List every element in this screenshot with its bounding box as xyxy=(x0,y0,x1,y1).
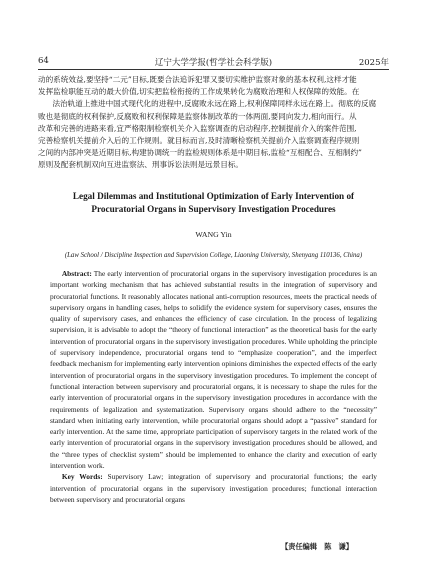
text-line: 之间的内部冲突是近期目标,构建协调统一的监检规则体系是中期目标,监检“互相配合、互相制约” xyxy=(38,148,362,158)
running-header xyxy=(38,56,389,70)
article-title: Legal Dilemmas and Institutional Optimization of Early Intervention of Procuratorial Organs in Supervisory Investigation Procedures xyxy=(72,191,355,214)
keywords-label: Key Words: xyxy=(61,472,103,482)
journal-year: 2025年 xyxy=(358,58,389,68)
author-affiliation: (Law School / Discipline Inspection and Supervision College, Liaoning University, Shenyang 110136, China) xyxy=(64,252,363,259)
text-line: 动的系统效益,要坚持“二元”目标,既要合法追诉犯罪又要切实维护监察对象的基本权利,这样才能 xyxy=(38,75,357,84)
responsible-editor: 【责任编辑 陈 谦】 xyxy=(281,542,353,551)
journal-name: 辽宁大学学报(哲学社会科学版) xyxy=(154,58,273,68)
text-line: 败也是彻底的权利保护,反腐败和权利保障是监察体制改革的一体两面,要同向发力,相向而行。从 xyxy=(38,111,357,121)
abstract-label: Abstract: xyxy=(61,269,92,278)
abstract-text: The early intervention of procuratorial organs in the supervisory investigation procedures is an important working mechanism that has achieved substantial results in the integration of supervisory and procuratorial functions. It reasonably allocates national anti-corruption resources, meets the practical needs of supervisory organs in handling cases, helps to solidify the evidence system for supervisory cases, ensures the quality of supervisory cases, and enhances the efficiency of case circulation. In the process of legalizing supervision, it is advisable to adopt the “theory of functional interaction” as the theoretical basis for the early intervention of procuratorial organs in the supervisory investigation procedures. While upholding the principle of supervisory independence, procuratorial organs tend to “emphasize cooperation”, and the imperfect feedback mechanism for implementing early intervention opinions diminishes the expected effects of the early intervention of procuratorial organs in the supervisory investigation procedures. To implement the concept of functional interaction between supervisory and procuratorial organs, it is necessary to shape the rules for the early intervention of procuratorial organs in the supervisory investigation procedures in accordance with the requirements of legalization and systematization. Supervisory organs should adhere to the “necessity” standard when initiating early intervention, while procuratorial organs should adopt a “passive” standard for early intervention. At the same time, appropriate participation of supervisory targets in the related work of the early intervention of procuratorial organs in the supervisory investigation procedures should be allowed, and the “three types of checklist system” should be implemented to enhance the clarity and execution of early intervention work. xyxy=(50,269,377,471)
chinese-conclusion-text xyxy=(38,74,389,172)
keywords-paragraph xyxy=(50,471,377,505)
keywords-text: Supervisory Law; integration of supervisory and procuratorial functions; the early intervention of procuratorial organs in the supervisory investigation procedures; functional interaction between supervisory and procuratorial organs xyxy=(50,472,377,504)
abstract-paragraph xyxy=(50,268,377,471)
page-number: 64 xyxy=(38,56,49,66)
text-line: 改革和完善的进路来看,宜严格限制检察机关介入监察调查的启动程序,控制提前介入的案件范围, xyxy=(38,123,357,133)
text-line: 发挥监检职能互动的最大价值,切实把监检衔接的工作成果转化为腐败治理和人权保障的效能。在 xyxy=(38,87,360,97)
abstract-section xyxy=(50,268,377,505)
text-line: 法治轨道上推进中国式现代化的进程中,反腐败永远在路上,权利保障同样永远在路上。彻底的反腐 xyxy=(52,99,377,109)
author-name: WANG Yin xyxy=(195,230,232,239)
text-line: 完善检察机关提前介入后的工作规则。就目标而言,及时清晰检察机关提前介入监察调查程序规则 xyxy=(38,136,360,146)
text-line: 原则及配套机制双向互进监察法、刑事诉讼法则是远景目标。 xyxy=(38,160,244,170)
header-rule xyxy=(38,69,389,70)
